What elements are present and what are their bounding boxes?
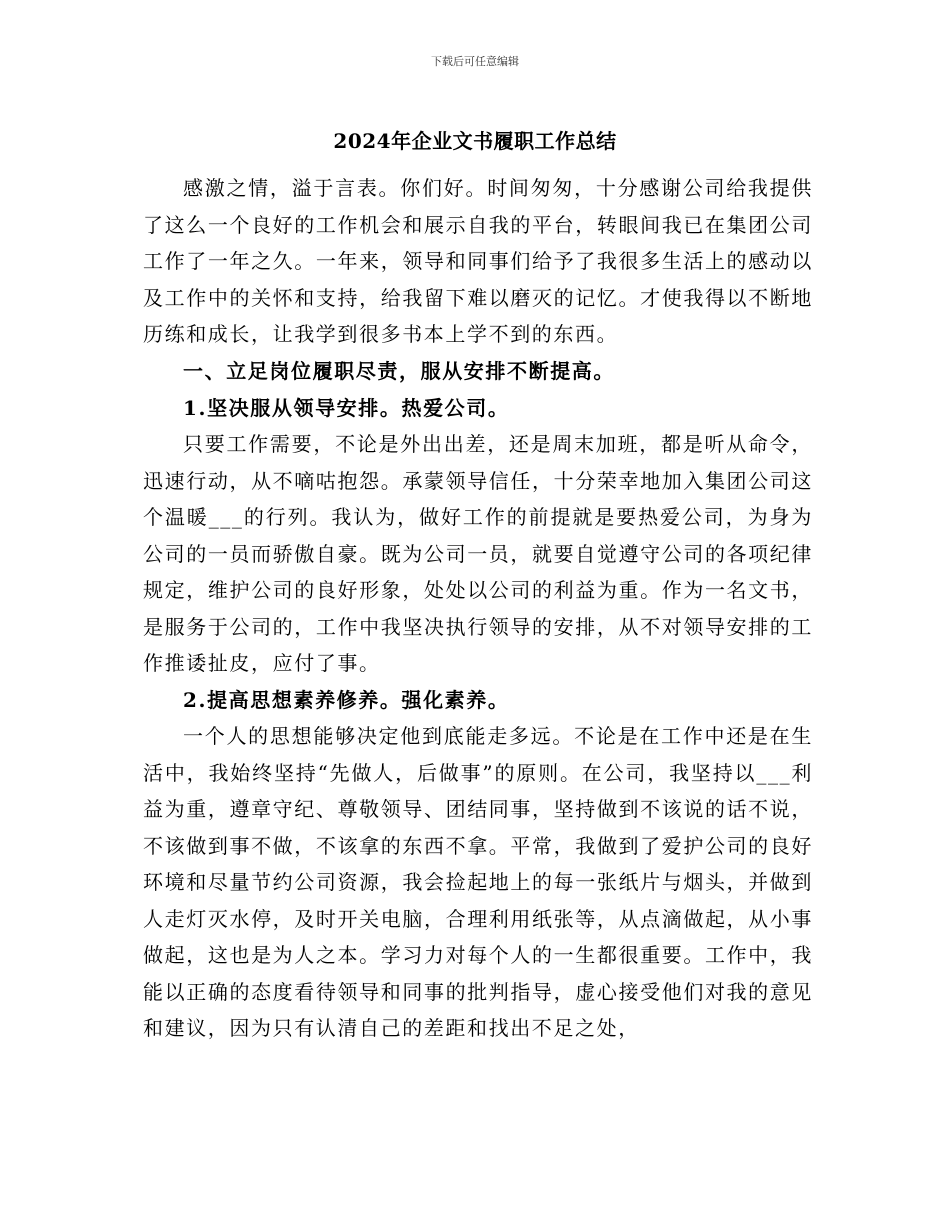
paragraph-intro — [143, 170, 813, 353]
document-section-1 — [143, 353, 813, 1047]
paragraph-text: 感激之情，溢于言表。你们好。时间匆匆，十分感谢公司给我提供了这么一个良好的工作机会和展示自我的平台，转眼间我已在集团公司工作了一年之久。一年来，领导和同事们给予了我很多生活上的感动以及工作中的关怀和支持，给我留下难以磨灭的记忆。才使我得以不断地历练和成长，让我学到很多书本上学不到的东西。 — [143, 176, 813, 346]
header-note: 下载后可任意编辑 — [431, 55, 519, 68]
subsection-heading-text: 2.提高思想素养修养。强化素养。 — [183, 687, 510, 712]
subsection-heading-text: 1.坚决服从领导安排。热爱公司。 — [183, 395, 510, 420]
paragraph-text: 一个人的思想能够决定他到底能走多远。不论是在工作中还是在生活中，我始终坚持“先做人，后做事”的原则。在公司，我坚持以___利益为重，遵章守纪、尊敬领导、团结同事，坚持做到不该说的话不说，不该做到事不做，不该拿的东西不拿。平常，我做到了爱护公司的良好环境和尽量节约公司资源，我会捡起地上的每一张纸片与烟头，并做到人走灯灭水停，及时开关电脑，合理利用纸张等，从点滴做起，从小事做起，这也是为人之本。学习力对每个人的一生都很重要。工作中，我能以正确的态度看待领导和同事的批判指导，虚心接受他们对我的意见和建议，因为只有认清自己的差距和找出不足之处， — [143, 724, 813, 1040]
section-heading-1 — [143, 353, 813, 390]
paragraph-ethics — [143, 718, 813, 1047]
section-heading-text: 一、立足岗位履职尽责，服从安排不断提高。 — [183, 359, 615, 383]
paragraph-text: 只要工作需要，不论是外出出差，还是周末加班，都是听从命令，迅速行动，从不嘀咕抱怨。承蒙领导信任，十分荣幸地加入集团公司这个温暖___的行列。我认为，做好工作的前提就是要热爱公司，为身为公司的一员而骄傲自豪。既为公司一员，就要自觉遵守公司的各项纪律规定，维护公司的良好形象，处处以公司的利益为重。作为一名文书，是服务于公司的，工作中我坚决执行领导的安排，从不对领导安排的工作推诿扯皮，应付了事。 — [143, 432, 813, 675]
subsection-heading-1 — [143, 390, 813, 427]
paragraph-obey — [143, 426, 813, 682]
subsection-heading-2 — [143, 682, 813, 719]
document-title: 2024年企业文书履职工作总结 — [333, 129, 617, 153]
document-body — [143, 170, 813, 353]
